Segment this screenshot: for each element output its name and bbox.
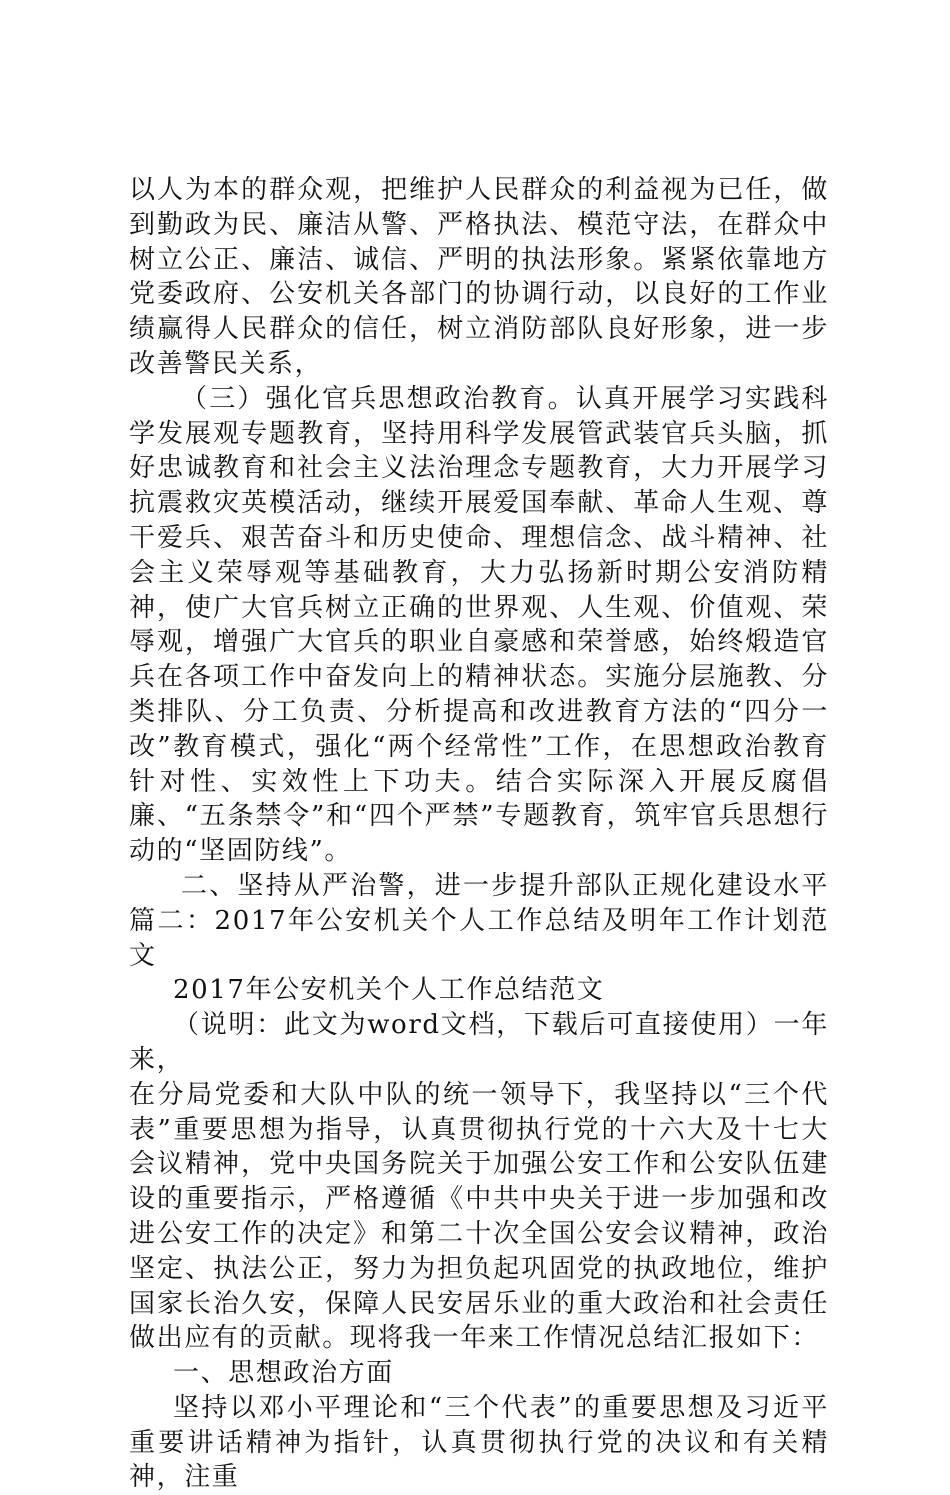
paragraph-3: 在分局党委和大队中队的统一领导下，我坚持以“三个代表”重要思想为指导，认真贯彻执行党的十六大及十七大会议精神，党中央国务院关于加强公安工作和公安队伍建设的重要指示，严格遵循《中共中央关于进一步加强和改进公安工作的决定》和第二十次全国公安会议精神，政治坚定、执法公正，努力为担负起巩固党的执政地位，维护国家长治久安，保障人民安居乐业的重大政治和社会责任做出应有的贡献。现将我一年来工作情况总结汇报如下：: [129, 1079, 829, 1354]
section-heading-2: 二、坚持从严治警，进一步提升部队正规化建设水平篇二：2017年公安机关个人工作总结及明年工作计划范文: [129, 870, 829, 971]
paragraph-4: 坚持以邓小平理论和“三个代表”的重要思想及习近平重要讲话精神为指针，认真贯彻执行党的决议和有关精神，注重: [129, 1392, 829, 1493]
paragraph-2: （三）强化官兵思想政治教育。认真开展学习实践科学发展观专题教育，坚持用科学发展管武装官兵头脑，抓好忠诚教育和社会主义法治理念专题教育，大力开展学习抗震救灾英模活动，继续开展爱国奉献、革命人生观、尊干爱兵、艰苦奋斗和历史使命、理想信念、战斗精神、社会主义荣辱观等基础教育，大力弘扬新时期公安消防精神，使广大官兵树立正确的世界观、人生观、价值观、荣辱观，增强广大官兵的职业自豪感和荣誉感，始终煅造官兵在各项工作中奋发向上的精神状态。实施分层施教、分类排队、分工负责、分析提高和改进教育方法的“四分一改”教育模式，强化“两个经常性”工作，在思想政治教育针对性、实效性上下功夫。结合实际深入开展反腐倡廉、“五条禁令”和“四个严禁”专题教育，筑牢官兵思想行动的“坚固防线”。: [129, 383, 829, 867]
paragraph-1: 以人为本的群众观，把维护人民群众的利益视为已任，做到勤政为民、廉洁从警、严格执法、模范守法，在群众中树立公正、廉洁、诚信、严明的执法形象。紧紧依靠地方党委政府、公安机关各部门的协调行动，以良好的工作业绩赢得人民群众的信任，树立消防部队良好形象，进一步改善警民关系，: [129, 175, 829, 379]
document-body: [129, 173, 829, 1495]
paragraph-note: （说明：此文为word文档，下载后可直接使用）一年来，: [129, 1010, 829, 1075]
article-title: 2017年公安机关个人工作总结范文: [173, 975, 605, 1006]
section-heading-1: 一、思想政治方面: [173, 1358, 394, 1389]
